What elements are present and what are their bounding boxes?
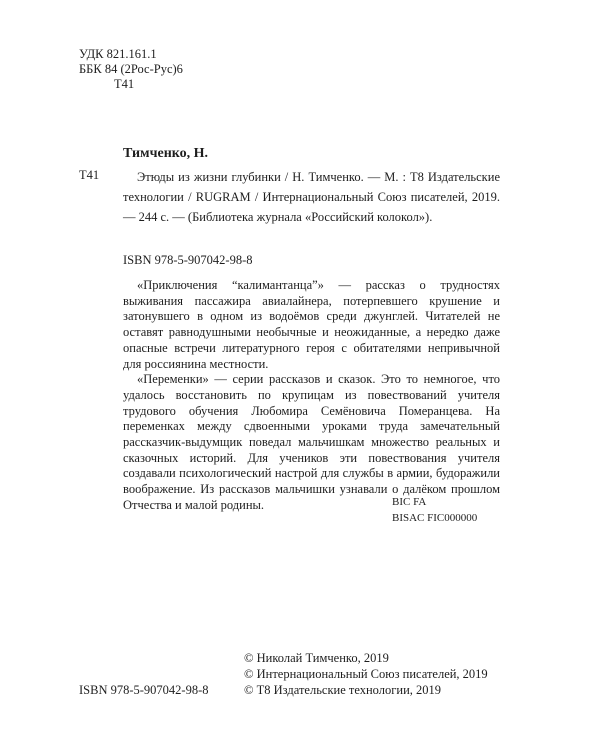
isbn-main: ISBN 978-5-907042-98-8: [123, 253, 253, 267]
copyright-union: © Интернациональный Союз писателей, 2019: [244, 667, 488, 681]
author-mark-code: Т41: [114, 77, 135, 91]
annotation-paragraph-1: «Приключения “калимантанца”» — рассказ о трудностях выживания пассажира авиалайнера, потерпевшего крушение и затонувшего в одном из водоёмов среди джунглей. Читателей не оставят равнодушными необычные и неожиданные, а нередко даже опасные встречи литературного героя с обитателями непривычной для россиянина местности.: [123, 278, 500, 371]
copyright-author: © Николай Тимченко, 2019: [244, 651, 389, 665]
copyright-publisher: © Т8 Издательские технологии, 2019: [244, 683, 442, 697]
author-mark-side: Т41: [79, 168, 100, 182]
isbn-footer: ISBN 978-5-907042-98-8: [79, 683, 209, 697]
bic-code: BIC FA: [392, 496, 427, 508]
annotation-paragraph-2: «Переменки» — серии рассказов и сказок. Это то немногое, что удалось восстановить по крупицам из повествований учителя трудового обучения Любомира Семёновича Померанцева. На переменках между сдвоенными уроками труда замечательный рассказчик-выдумщик поведал мальчишкам множество реальных и сказочных историй. Для учеников эти повествования учителя создавали психологический настрой для службы в армии, будоражили воображение. Из рассказов мальчишки узнавали о далёком прошлом Отчества и малой родины.: [123, 372, 500, 512]
copyright-block: [244, 650, 488, 698]
udk-code: УДК 821.161.1: [79, 47, 157, 61]
bbk-code: ББК 84 (2Рос-Рус)6: [79, 62, 183, 76]
author-name: Тимченко, Н.: [123, 146, 209, 161]
classification-codes: [392, 494, 477, 526]
bisac-code: BISAC FIC000000: [392, 512, 478, 524]
bibliographic-description: Этюды из жизни глубинки / Н. Тимченко. — М. : Т8 Издательские технологии / RUGRAM / Интернациональный Союз писателей, 2019. — 244 с. — (Библиотека журнала «Российский колокол»).: [123, 170, 500, 224]
annotation: [123, 278, 500, 514]
